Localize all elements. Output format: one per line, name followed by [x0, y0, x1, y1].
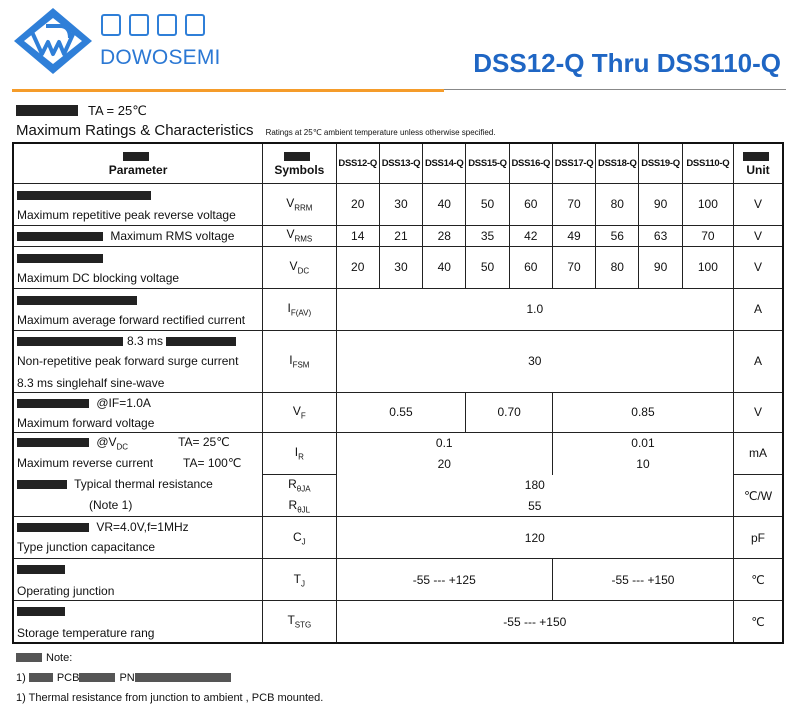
param-cell: Operating junction	[13, 559, 263, 601]
param-cell: Typical thermal resistance	[13, 475, 263, 496]
value-cell: 42	[509, 225, 552, 246]
value-cell: 120	[336, 517, 733, 559]
symbol-cell: $I_R$	[263, 432, 336, 475]
table-row	[13, 392, 783, 432]
header-unit: Unit	[734, 143, 783, 183]
unit-cell: V	[734, 392, 783, 432]
section-title-chinese: TA = 25℃	[16, 103, 147, 119]
value-cell: 180	[336, 475, 733, 496]
value-cell: 40	[423, 246, 466, 288]
param-cell: Storage temperature rang	[13, 601, 263, 643]
brand-name-chinese	[101, 14, 211, 40]
device-col: DSS15-Q	[466, 143, 509, 183]
table-row	[13, 496, 783, 517]
param-cell: 8.3 ms Non-repetitive peak forward surge current 8.3 ms singlehalf sine-wave	[13, 330, 263, 392]
value-cell: -55 --- +150	[552, 559, 733, 601]
unit-cell: A	[734, 288, 783, 330]
device-col: DSS110-Q	[682, 143, 733, 183]
unit-cell: V	[734, 246, 783, 288]
symbol-cell: $V_{RRM}$	[263, 183, 336, 225]
value-cell: 21	[379, 225, 422, 246]
table-row	[13, 601, 783, 643]
header-parameter: Parameter	[13, 143, 263, 183]
table-row	[13, 454, 783, 475]
value-cell: 1.0	[336, 288, 733, 330]
table-header-row	[13, 143, 783, 183]
param-cell: Maximum reverse current TA= 100℃	[13, 454, 263, 475]
header-rule-accent	[12, 89, 444, 92]
value-cell: 0.70	[466, 392, 553, 432]
value-cell: 10	[552, 454, 733, 475]
table-row	[13, 246, 783, 288]
value-cell: 40	[423, 183, 466, 225]
unit-cell: mA	[734, 432, 783, 475]
value-cell: 63	[639, 225, 682, 246]
table-row	[13, 559, 783, 601]
ratings-table	[12, 142, 784, 644]
value-cell: 35	[466, 225, 509, 246]
device-col: DSS13-Q	[379, 143, 422, 183]
unit-cell: ℃	[734, 601, 783, 643]
value-cell: 90	[639, 246, 682, 288]
value-cell: 14	[336, 225, 379, 246]
table-row	[13, 225, 783, 246]
value-cell: 100	[682, 183, 733, 225]
value-cell: 20	[336, 246, 379, 288]
value-cell: 0.1	[336, 432, 552, 454]
symbol-cell: $R_{\theta JL}$	[263, 496, 336, 517]
value-cell: 100	[682, 246, 733, 288]
page-header	[0, 0, 795, 96]
value-cell: 70	[552, 183, 595, 225]
value-cell: 49	[552, 225, 595, 246]
device-col: DSS16-Q	[509, 143, 552, 183]
table-row	[13, 432, 783, 454]
param-cell: VR=4.0V,f=1MHz Type junction capacitance	[13, 517, 263, 559]
unit-cell: ℃	[734, 559, 783, 601]
symbol-cell: $C_J$	[263, 517, 336, 559]
value-cell: 60	[509, 183, 552, 225]
param-cell: Maximum average forward rectified current	[13, 288, 263, 330]
value-cell: -55 --- +150	[336, 601, 733, 643]
symbol-cell: $V_{DC}$	[263, 246, 336, 288]
symbol-cell: $T_{STG}$	[263, 601, 336, 643]
value-cell: 20	[336, 183, 379, 225]
value-cell: 70	[682, 225, 733, 246]
value-cell: 30	[379, 246, 422, 288]
value-cell: 20	[336, 454, 552, 475]
value-cell: 80	[596, 183, 639, 225]
table-row	[13, 517, 783, 559]
header-rule	[444, 89, 786, 90]
unit-cell: pF	[734, 517, 783, 559]
device-col: DSS19-Q	[639, 143, 682, 183]
value-cell: 28	[423, 225, 466, 246]
value-cell: 56	[596, 225, 639, 246]
value-cell: 55	[336, 496, 733, 517]
unit-cell: ℃/W	[734, 475, 783, 517]
param-cell: @IF=1.0A Maximum forward voltage	[13, 392, 263, 432]
unit-cell: A	[734, 330, 783, 392]
value-cell: 0.85	[552, 392, 733, 432]
value-cell: 60	[509, 246, 552, 288]
table-row	[13, 330, 783, 392]
table-row	[13, 475, 783, 496]
value-cell: -55 --- +125	[336, 559, 552, 601]
table-row	[13, 183, 783, 225]
param-cell: Maximum repetitive peak reverse voltage	[13, 183, 263, 225]
device-col: DSS12-Q	[336, 143, 379, 183]
notes-label: Note:	[16, 648, 323, 668]
param-cell: $@V_{DC}$ TA= 25℃	[13, 432, 263, 454]
notes-section	[16, 648, 323, 708]
value-cell: 0.01	[552, 432, 733, 454]
value-cell: 30	[336, 330, 733, 392]
symbol-cell: $R_{\theta JA}$	[263, 475, 336, 496]
symbol-cell: $I_{FSM}$	[263, 330, 336, 392]
note-1: 1) Thermal resistance from junction to ambient , PCB mounted.	[16, 692, 324, 704]
section-note: Ratings at 25℃ ambient temperature unless otherwise specified.	[265, 128, 496, 137]
section-title: Maximum Ratings & Characteristics Ratings at 25℃ ambient temperature unless otherwise specified.	[16, 122, 496, 139]
document-title: DSS12-Q Thru DSS110-Q	[473, 48, 781, 78]
note-1-chinese: 1) PCB PN	[16, 668, 323, 688]
unit-cell: V	[734, 183, 783, 225]
header-symbols: Symbols	[263, 143, 336, 183]
brand-name: DOWOSEMI	[100, 46, 221, 69]
symbol-cell: $I_{F(AV)}$	[263, 288, 336, 330]
symbol-cell: $V_F$	[263, 392, 336, 432]
device-col: DSS18-Q	[596, 143, 639, 183]
device-col: DSS14-Q	[423, 143, 466, 183]
value-cell: 90	[639, 183, 682, 225]
device-col: DSS17-Q	[552, 143, 595, 183]
param-cell: Maximum RMS voltage	[13, 225, 263, 246]
symbol-cell: $V_{RMS}$	[263, 225, 336, 246]
param-cell: Maximum DC blocking voltage	[13, 246, 263, 288]
value-cell: 70	[552, 246, 595, 288]
value-cell: 50	[466, 246, 509, 288]
value-cell: 30	[379, 183, 422, 225]
unit-cell: V	[734, 225, 783, 246]
param-cell: (Note 1)	[13, 496, 263, 517]
value-cell: 80	[596, 246, 639, 288]
value-cell: 50	[466, 183, 509, 225]
table-row	[13, 288, 783, 330]
value-cell: 0.55	[336, 392, 466, 432]
dowosemi-logo-icon	[12, 6, 94, 76]
symbol-cell: $T_J$	[263, 559, 336, 601]
